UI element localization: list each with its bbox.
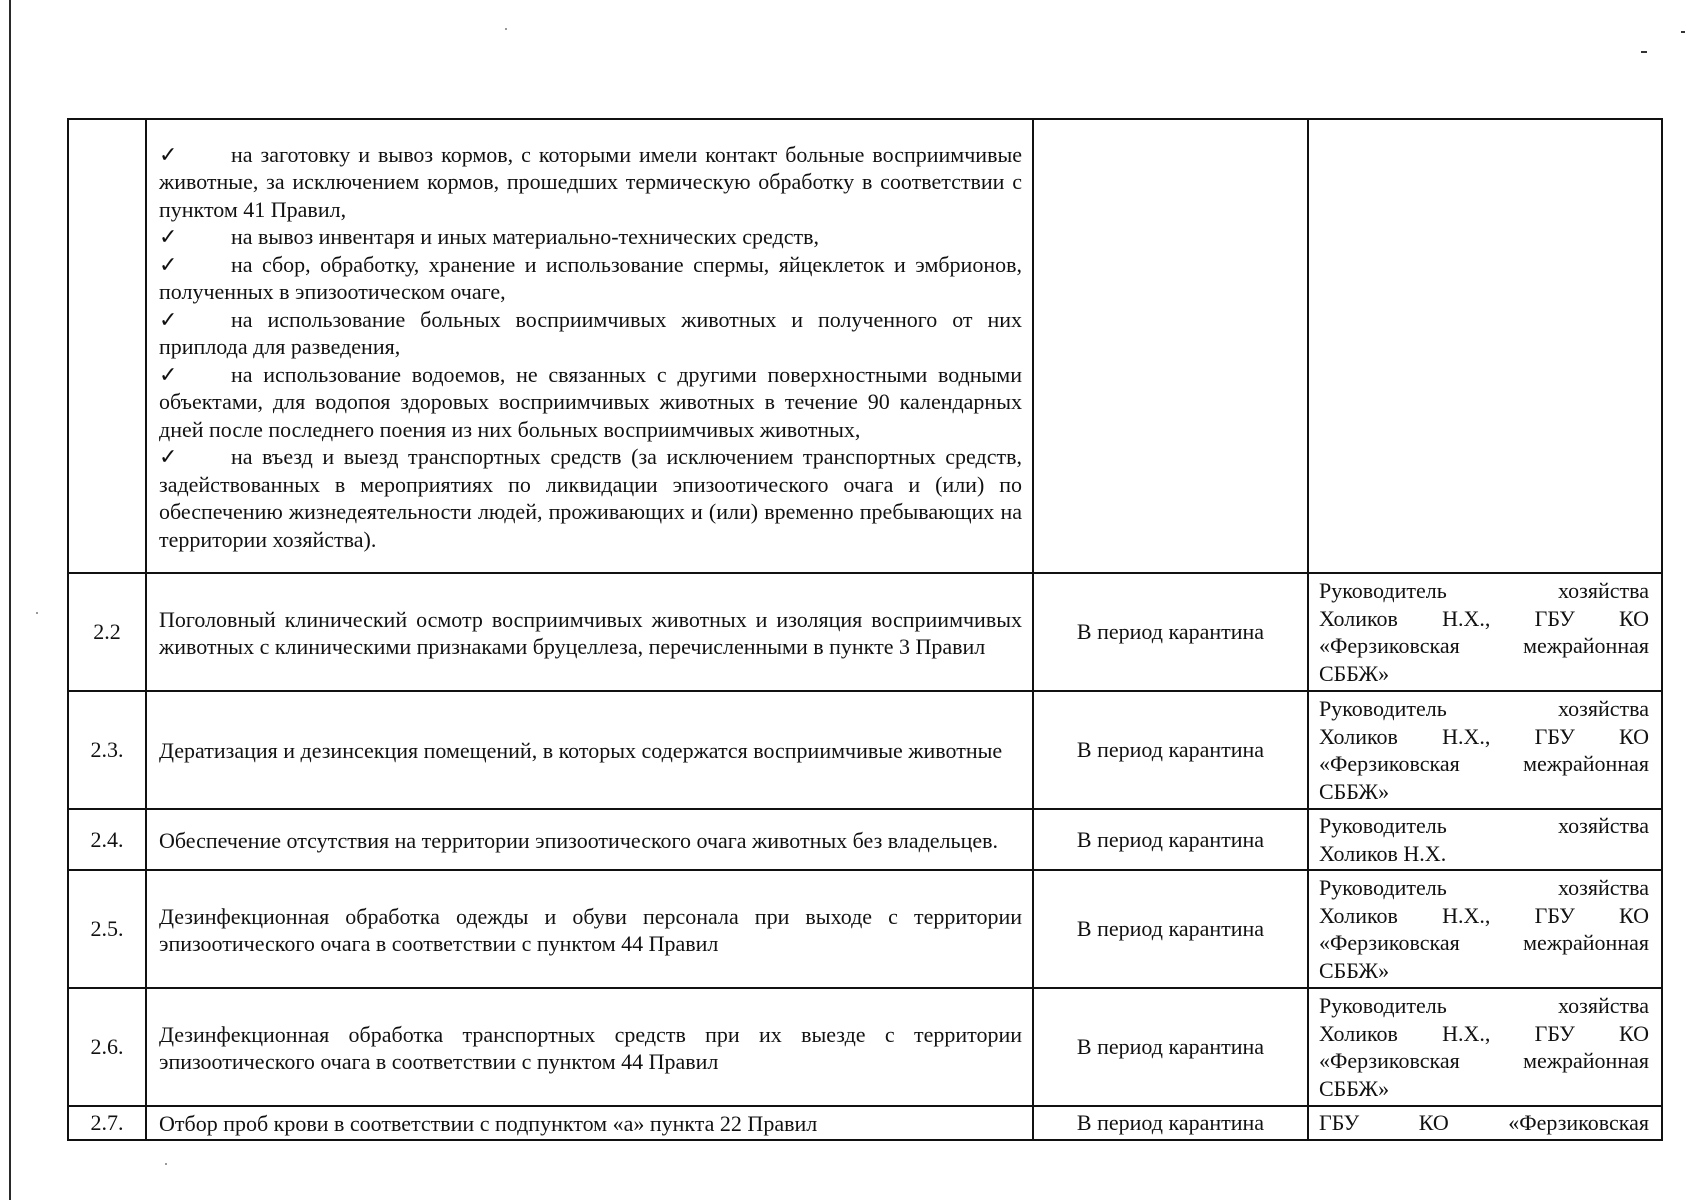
term-cell: В период карантина (1033, 691, 1308, 809)
scan-speck (1681, 31, 1685, 33)
responsible-cell: Руководитель хозяйства Холиков Н.Х., ГБУ КО «Ферзиковская межрайонная СББЖ» (1308, 573, 1662, 691)
term-cell: В период карантина (1033, 1106, 1308, 1140)
checkmark-icon: ✓ (159, 224, 178, 250)
table-row (68, 988, 1662, 1106)
checkmark-icon: ✓ (159, 361, 178, 387)
table-row (68, 1106, 1662, 1140)
responsible-cell: Руководитель хозяйства Холиков Н.Х. (1308, 809, 1662, 870)
table-row (68, 809, 1662, 870)
checkmark-icon: ✓ (159, 251, 178, 277)
responsible-cell: Руководитель хозяйства Холиков Н.Х., ГБУ КО «Ферзиковская межрайонная СББЖ» (1308, 870, 1662, 988)
list-item: ✓ на въезд и выезд транспортных средств (за исключением транспортных средств, задействованных в мероприятиях по ликвидации эпизоотического очага и (или) по обеспечению жизнедеятельности людей, проживающих и (или) временно пребывающих на территории хозяйства). (159, 444, 1022, 552)
list-item: ✓ на вывоз инвентаря и иных материально-технических средств, (159, 224, 819, 250)
measure-description: Поголовный клинический осмотр восприимчивых животных и изоляция восприимчивых животных с клиническими признаками бруцеллеза, перечисленными в пункте 3 Правил (146, 573, 1033, 691)
row-number: 2.7. (68, 1106, 146, 1140)
measures-table (67, 118, 1663, 1141)
measure-description: Дератизация и дезинсекция помещений, в которых содержатся восприимчивые животные (146, 691, 1033, 809)
table-row (68, 870, 1662, 988)
list-item: ✓ на использование больных восприимчивых животных и полученного от них приплода для разведения, (159, 306, 1022, 360)
row-number: 2.3. (68, 691, 146, 809)
list-item: ✓ на сбор, обработку, хранение и использование спермы, яйцеклеток и эмбрионов, полученных в эпизоотическом очаге, (159, 251, 1022, 305)
checkmark-icon: ✓ (159, 141, 178, 167)
table-row (68, 573, 1662, 691)
term-cell: В период карантина (1033, 809, 1308, 870)
row-number: 2.2 (68, 573, 146, 691)
list-item: ✓ на заготовку и вывоз кормов, с которыми имели контакт больные восприимчивые животные, за исключением кормов, прошедших термическую обработку в соответствии с пунктом 41 Правил, (159, 141, 1022, 222)
checkmark-icon: ✓ (159, 444, 178, 470)
responsible-cell: ГБУ КО «Ферзиковская (1308, 1106, 1662, 1140)
row-number: 2.5. (68, 870, 146, 988)
term-cell (1033, 119, 1308, 573)
scan-left-edge (9, 0, 11, 1200)
measure-description: Обеспечение отсутствия на территории эпизоотического очага животных без владельцев. (146, 809, 1033, 870)
responsible-cell (1308, 119, 1662, 573)
row-number: 2.6. (68, 988, 146, 1106)
list-item: ✓ на использование водоемов, не связанных с другими поверхностными водными объектами, для водопоя здоровых восприимчивых животных в течение 90 календарных дней после последнего поения из них больных восприимчивых животных, (159, 361, 1022, 442)
row-number: 2.4. (68, 809, 146, 870)
responsible-cell: Руководитель хозяйства Холиков Н.Х., ГБУ КО «Ферзиковская межрайонная СББЖ» (1308, 691, 1662, 809)
term-cell: В период карантина (1033, 988, 1308, 1106)
table-row (68, 119, 1662, 573)
restrictions-list (146, 119, 1033, 573)
measure-description: Дезинфекционная обработка транспортных средств при их выезде с территории эпизоотического очага в соответствии с пунктом 44 Правил (146, 988, 1033, 1106)
row-number (68, 119, 146, 573)
scan-speck (1641, 51, 1647, 53)
measure-description: Отбор проб крови в соответствии с подпунктом «а» пункта 22 Правил (146, 1106, 1033, 1140)
table-row (68, 691, 1662, 809)
checkmark-icon: ✓ (159, 306, 178, 332)
responsible-cell: Руководитель хозяйства Холиков Н.Х., ГБУ КО «Ферзиковская межрайонная СББЖ» (1308, 988, 1662, 1106)
scan-speck (505, 28, 507, 30)
term-cell: В период карантина (1033, 573, 1308, 691)
term-cell: В период карантина (1033, 870, 1308, 988)
scan-speck (36, 612, 38, 614)
measure-description: Дезинфекционная обработка одежды и обуви персонала при выходе с территории эпизоотического очага в соответствии с пунктом 44 Правил (146, 870, 1033, 988)
scan-speck (165, 1163, 167, 1165)
